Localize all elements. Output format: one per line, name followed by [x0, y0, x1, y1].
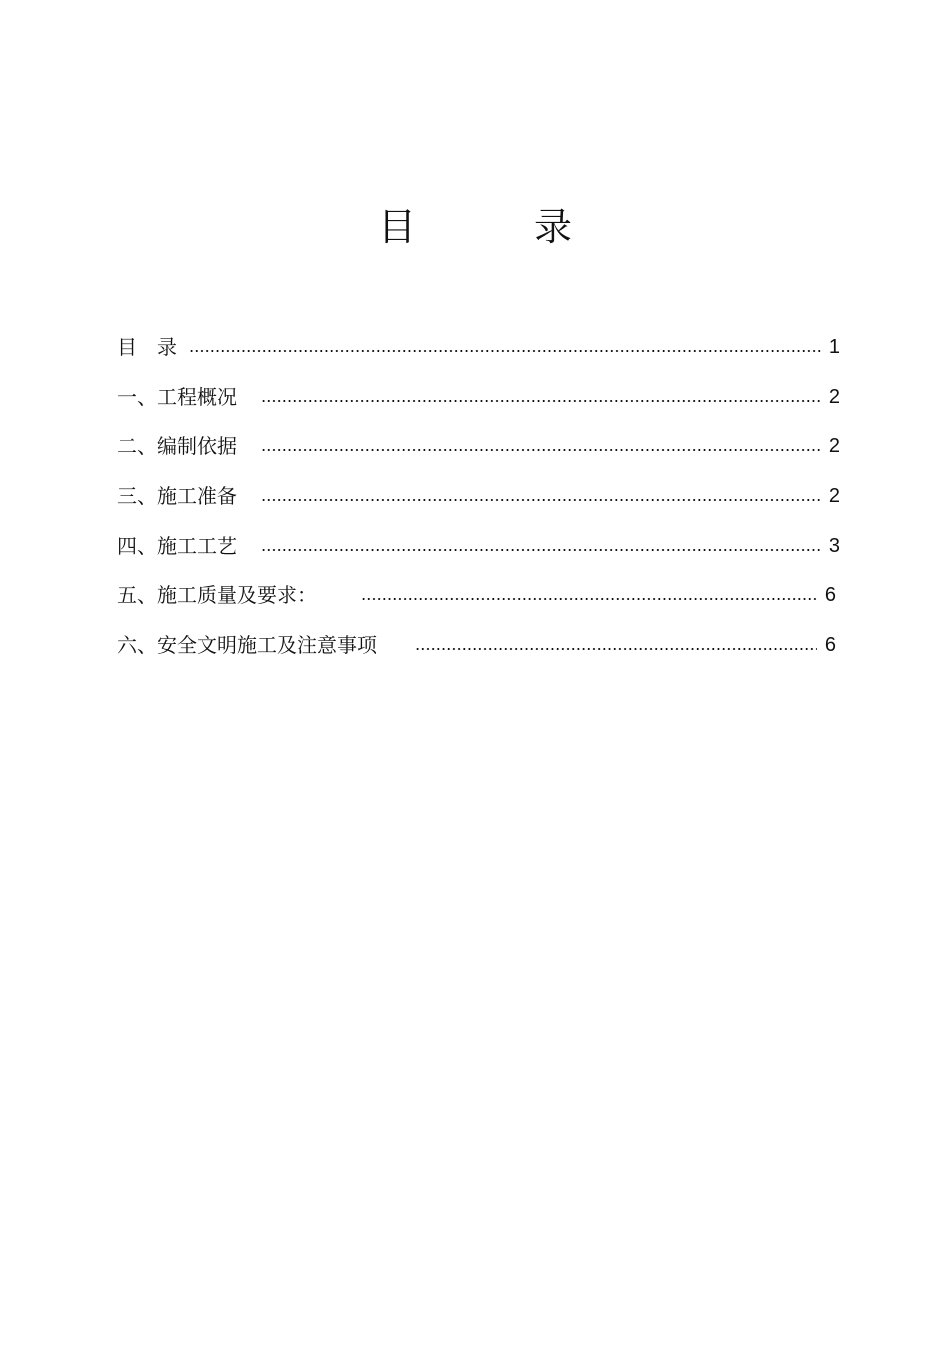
- toc-page-number: 2: [828, 435, 840, 458]
- toc-entry-label: 一、工程概况: [117, 384, 237, 409]
- toc-entry-contents[interactable]: [117, 324, 840, 360]
- toc-dot-leader: [261, 548, 821, 552]
- toc-page-number: 6: [824, 634, 836, 657]
- toc-entry-label: 四、施工工艺: [117, 533, 237, 558]
- toc-page-number: 2: [828, 485, 840, 508]
- toc-dot-leader: [261, 498, 821, 502]
- toc-entry-construction-process[interactable]: [117, 523, 840, 559]
- toc-entry-label: 目 录: [117, 335, 177, 359]
- page-title: 目 录: [377, 205, 612, 249]
- toc-page-number: 1: [828, 336, 840, 358]
- table-of-contents: [117, 324, 840, 672]
- toc-dot-leader: [189, 349, 821, 353]
- toc-dot-leader: [361, 597, 817, 601]
- toc-dot-leader: [261, 448, 821, 452]
- toc-entry-compilation-basis[interactable]: [117, 423, 840, 459]
- toc-dot-leader: [261, 399, 821, 403]
- toc-entry-project-overview[interactable]: [117, 374, 840, 410]
- toc-entry-label: 二、编制依据: [117, 434, 237, 459]
- toc-entry-safety-civilized-construction[interactable]: [117, 622, 836, 658]
- toc-dot-leader: [415, 647, 817, 651]
- toc-entry-label: 六、安全文明施工及注意事项: [117, 633, 377, 658]
- toc-entry-construction-preparation[interactable]: [117, 473, 840, 509]
- toc-entry-quality-requirements[interactable]: [117, 572, 836, 608]
- toc-page-number: 3: [828, 534, 840, 557]
- toc-page-number: 6: [824, 584, 836, 607]
- toc-page-number: 2: [828, 385, 840, 408]
- toc-entry-label: 三、施工准备: [117, 484, 237, 509]
- toc-entry-label: 五、施工质量及要求：: [117, 583, 317, 608]
